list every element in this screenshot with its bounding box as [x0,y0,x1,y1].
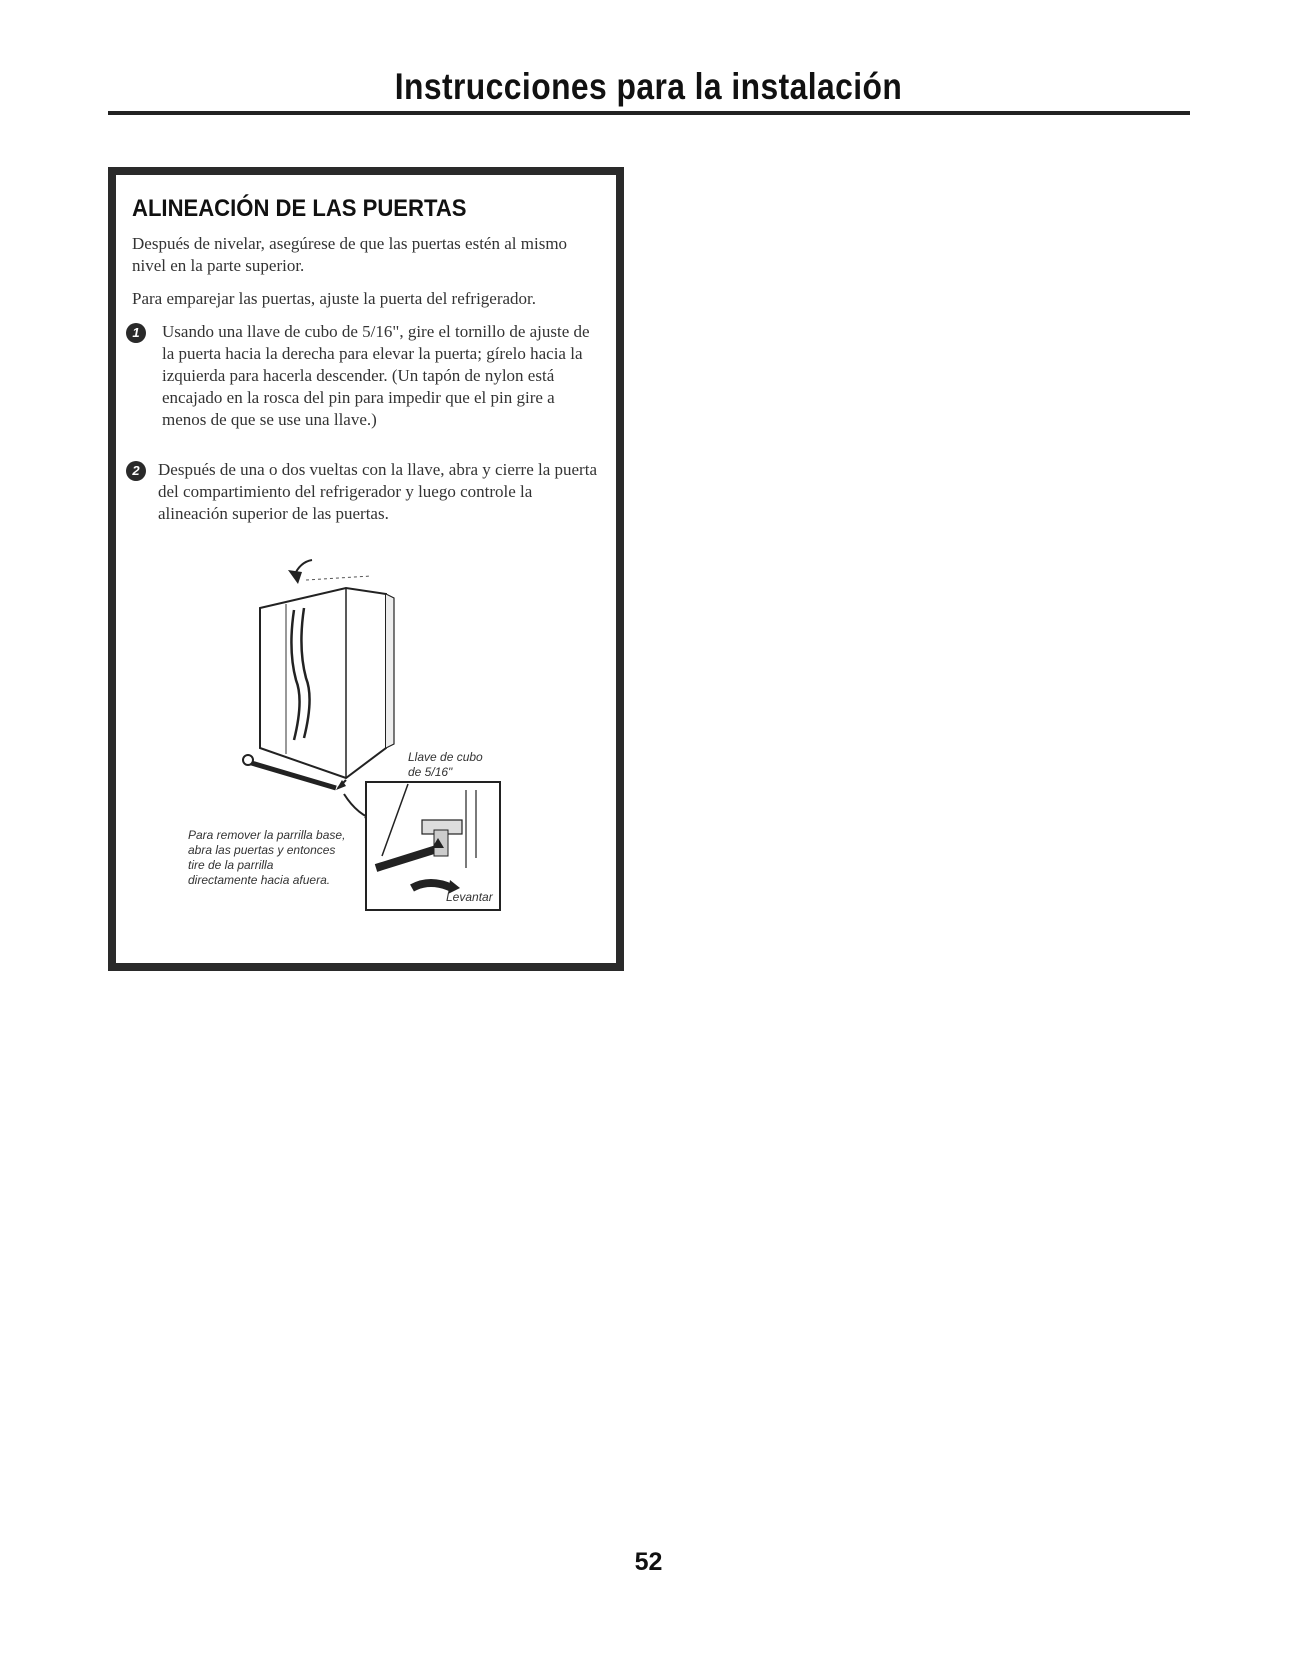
grille-caption-line3: tire de la parrilla [188,858,274,872]
page-number: 52 [634,1548,663,1576]
socket-caption-line1: Llave de cubo [408,750,483,764]
socket-caption-line2: de 5/16" [408,765,453,779]
step-2-text: Después de una o dos vueltas con la llave, abra y cierre la puerta del compartimiento del refrigerador y luego controle la alineación superior de las puertas. [158,460,597,523]
grille-caption-line4: directamente hacia afuera. [188,873,331,887]
grille-caption-line2: abra las puertas y entonces [188,843,336,857]
intro-paragraph: Después de nivelar, asegúrese de que las puertas estén al mismo nivel en la parte superior. [132,234,568,275]
lift-caption: Levantar [446,890,493,904]
step-1-text: Usando una llave de cubo de 5/16", gire el tornillo de ajuste de la puerta hacia la derecha para elevar la puerta; gírelo hacia la izquierda para hacerla descender. (Un tapón de nylon está encajado en la rosca del pin para impedir que el pin gire a menos de que se use una llave.) [162,322,590,429]
page-title: Instrucciones para la instalación [394,66,903,107]
refrigerator-drawing [176,558,596,948]
section-heading: ALINEACIÓN DE LAS PUERTAS [132,195,467,222]
header-rule [108,111,1190,115]
grille-caption-line1: Para remover la parrilla base, [188,828,346,842]
instruction-paragraph: Para emparejar las puertas, ajuste la puerta del refrigerador. [132,289,537,308]
step-number-2: 2 [126,461,146,481]
door-alignment-panel [108,167,624,971]
step-number-1: 1 [126,323,146,343]
refrigerator-illustration [176,558,596,948]
